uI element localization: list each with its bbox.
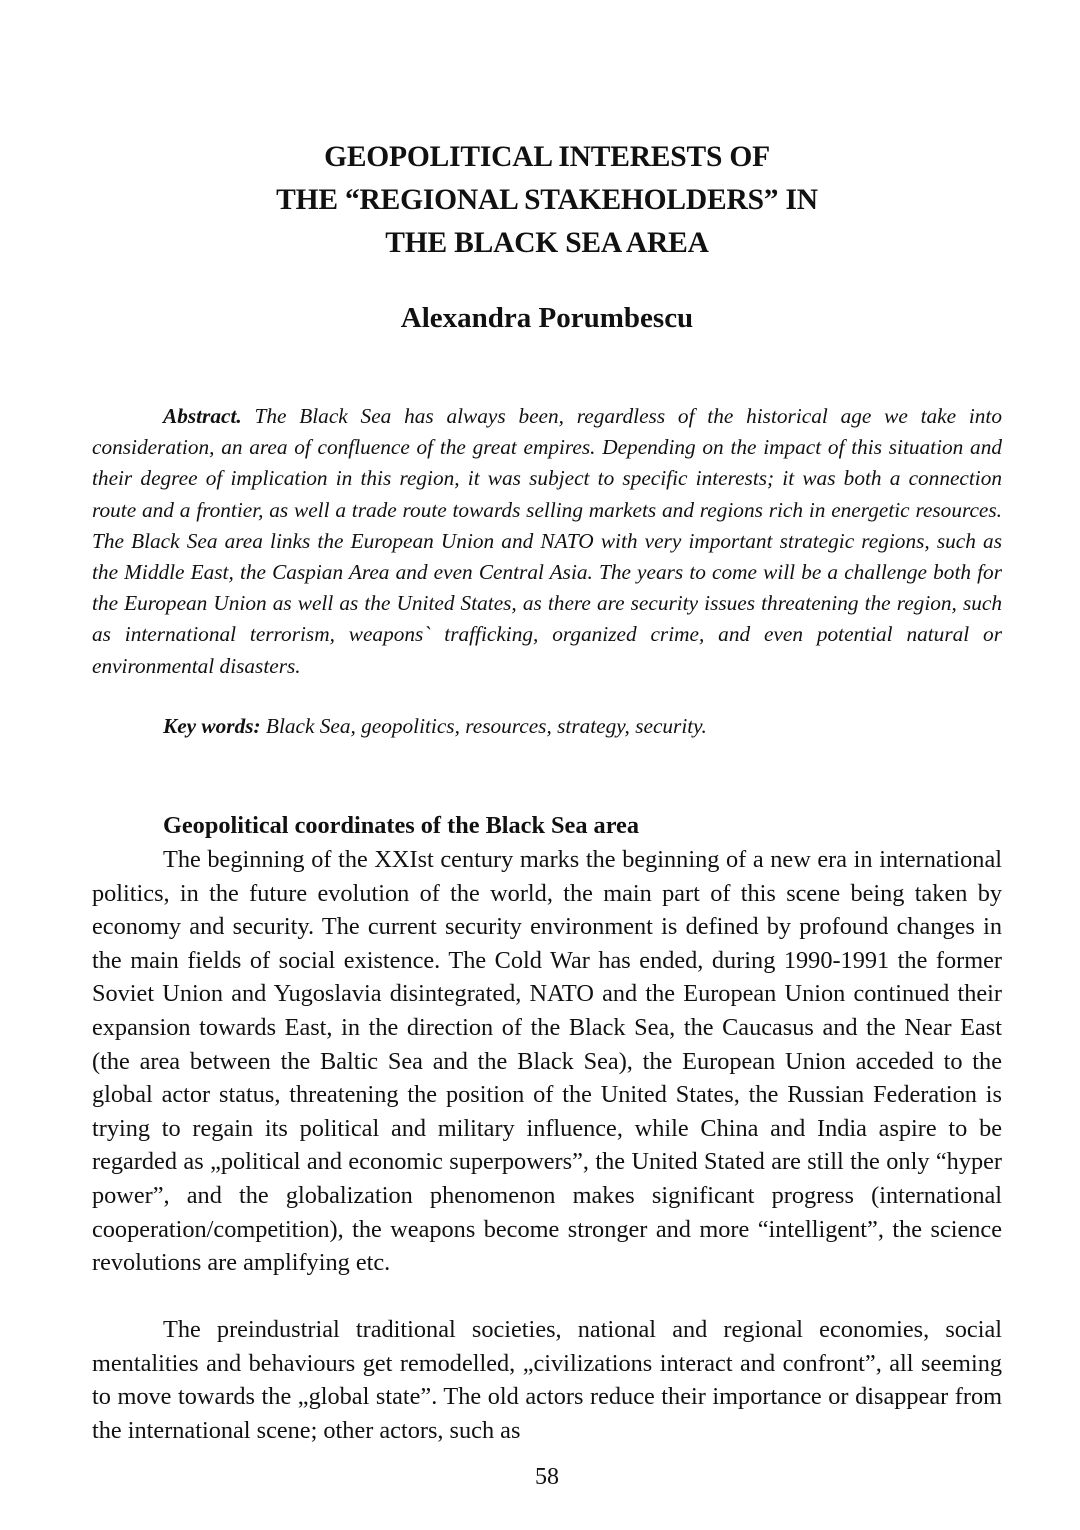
title-line-3: THE BLACK SEA AREA — [385, 227, 709, 259]
abstract-label: Abstract. — [163, 404, 242, 428]
section-heading: Geopolitical coordinates of the Black Sea area — [163, 812, 639, 839]
keywords-label: Key words: — [163, 714, 261, 738]
abstract — [92, 401, 1002, 682]
page-number: 58 — [535, 1464, 559, 1490]
document-page — [92, 0, 1002, 1530]
keywords-text: Black Sea, geopolitics, resources, strategy, security. — [260, 714, 707, 738]
body-paragraph-1: The beginning of the XXIst century marks the beginning of a new era in international politics, in the future evolution of the world, the main part of this scene being taken by economy and security. The current security environment is defined by profound changes in the main fields of social existence. The Cold War has ended, during 1990-1991 the former Soviet Union and Yugoslavia disintegrated, NATO and the European Union continued their expansion towards East, in the direction of the Black Sea, the Caucasus and the Near East (the area between the Baltic Sea and the Black Sea), the European Union acceded to the global actor status, threatening the position of the United States, the Russian Federation is trying to regain its political and military influence, while China and India aspire to be regarded as „political and economic superpowers”, the United Stated are still the only “hyper power”, and the globalization phenomenon makes significant progress (international cooperation/competition), the weapons become stronger and more “intelligent”, the science revolutions are amplifying etc. — [92, 846, 1002, 1277]
body-paragraph-2: The preindustrial traditional societies, national and regional economies, social mentalities and behaviours get remodelled, „civilizations interact and confront”, all seeming to move towards the „global state”. The old actors reduce their importance or disappear from the international scene; other actors, such as — [92, 1316, 1002, 1444]
title-line-2: THE “REGIONAL STAKEHOLDERS” IN — [276, 184, 818, 216]
author-name: Alexandra Porumbescu — [400, 302, 694, 334]
paper-title — [92, 136, 1002, 265]
abstract-text: The Black Sea has always been, regardless of the historical age we take into consideration, an area of confluence of the great empires. Depending on the impact of this situation and their degree of implication in this region, it was subject to specific interests; it was both a connection route and a frontier, as well a trade route towards selling markets and regions rich in energetic resources. The Black Sea area links the European Union and NATO with very important strategic regions, such as the Middle East, the Caspian Area and even Central Asia. The years to come will be a challenge both for the European Union as well as the United States, as there are security issues threatening the region, such as international terrorism, weapons` trafficking, organized crime, and even potential natural or environmental disasters. — [92, 404, 1002, 678]
title-line-1: GEOPOLITICAL INTERESTS OF — [324, 141, 770, 173]
keywords — [92, 711, 1002, 742]
